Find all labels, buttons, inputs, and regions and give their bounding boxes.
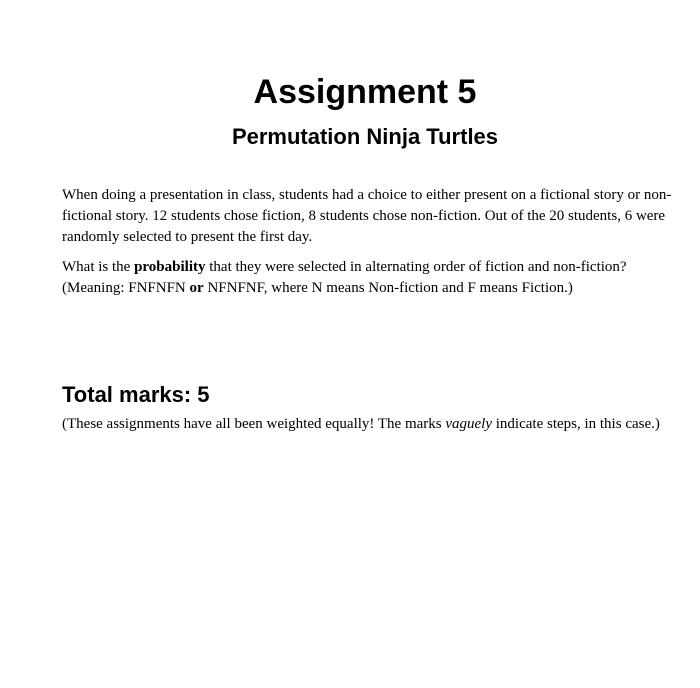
- question-paragraph-probability: [62, 257, 672, 299]
- question-bold-probability: probability: [134, 259, 206, 275]
- question-text-part: that they were selected in alternating order of fiction and non-fiction? (Meaning: FNFNFN: [62, 259, 627, 296]
- note-text-part: indicate steps, in this case.): [492, 416, 660, 432]
- question-text-part: NFNFNF, where N means Non-fiction and F means Fiction.): [203, 280, 573, 296]
- question-paragraph-scenario: When doing a presentation in class, students had a choice to either present on a fictional story or non-fictional story. 12 students chose fiction, 8 students chose non-fiction. Out of the 20 students, 6 were randomly selected to present the first day.: [62, 187, 672, 245]
- question-text-part: What is the: [62, 259, 135, 275]
- marks-note: [62, 414, 692, 435]
- assignment-subtitle: Permutation Ninja Turtles: [231, 124, 499, 149]
- note-italic-vaguely: vaguely: [445, 416, 492, 432]
- note-text-part: (These assignments have all been weighted equally! The marks: [62, 416, 446, 432]
- question-bold-or: or: [189, 280, 204, 296]
- total-marks-heading: Total marks: 5: [62, 382, 210, 407]
- assignment-title: Assignment 5: [253, 73, 477, 111]
